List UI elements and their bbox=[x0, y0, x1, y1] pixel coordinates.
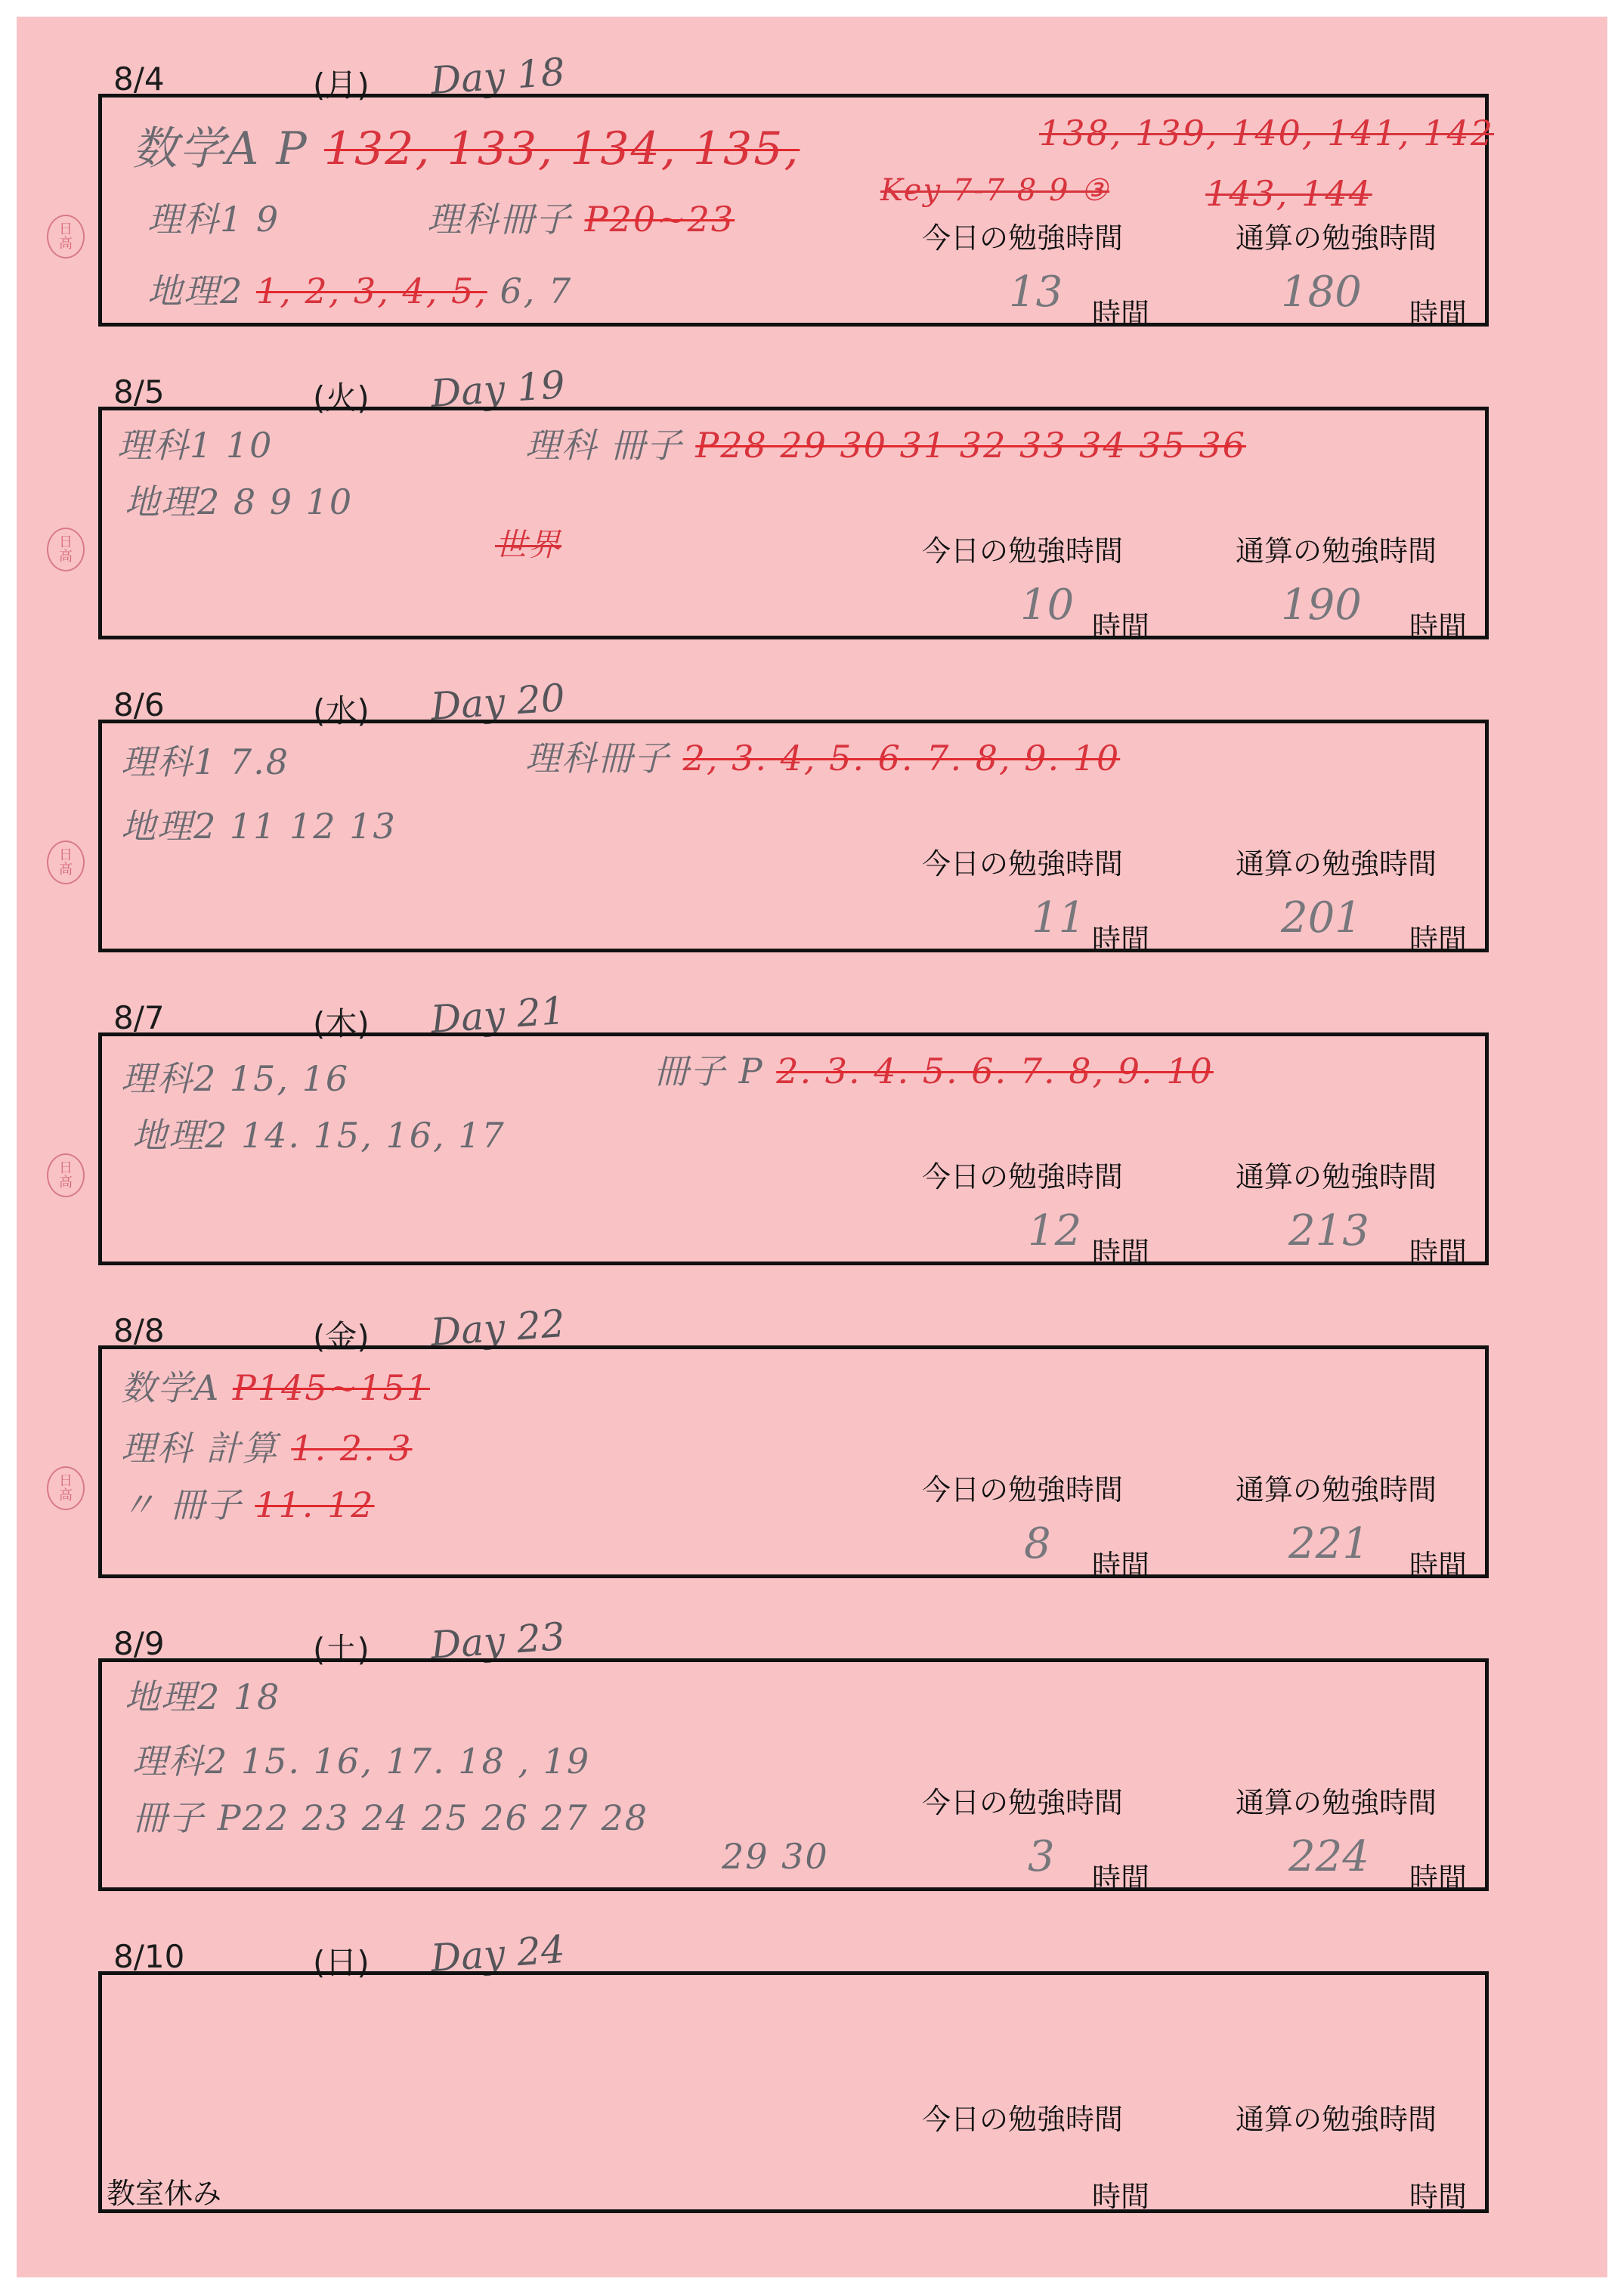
entry-weekday: (木) bbox=[313, 1005, 370, 1042]
note-text: 理科2 15, 16 bbox=[121, 1058, 350, 1099]
note-text: 数学A bbox=[121, 1367, 221, 1408]
hours-unit: 時間 bbox=[1409, 1862, 1468, 1895]
note-line bbox=[121, 1361, 430, 1410]
note-line bbox=[121, 1478, 375, 1528]
note-text: 冊子 P bbox=[654, 1051, 764, 1091]
entry-date: 8/10 bbox=[113, 1938, 185, 1975]
total-hours-label: 通算の勉強時間 bbox=[1236, 2103, 1437, 2136]
note-text: 理科2 15. 16, 17. 18 , 19 bbox=[132, 1741, 591, 1782]
today-hours-label: 今日の勉強時間 bbox=[922, 1160, 1124, 1193]
note-struck-text: 138, 139, 140, 141, 142 bbox=[1039, 113, 1494, 153]
school-stamp bbox=[47, 841, 85, 884]
today-hours-label: 今日の勉強時間 bbox=[922, 2103, 1124, 2136]
note-text: 冊子 P22 23 24 25 26 27 28 bbox=[132, 1797, 649, 1838]
school-stamp bbox=[47, 1153, 85, 1197]
today-hours-value: 13 bbox=[1009, 268, 1063, 317]
note-line bbox=[121, 1421, 413, 1471]
note-text: 地理2 bbox=[147, 271, 244, 311]
note-text: 地理2 11 12 13 bbox=[121, 806, 397, 847]
today-hours-value: 3 bbox=[1028, 1832, 1055, 1881]
stamp-char: 日 bbox=[59, 1473, 73, 1489]
note-struck-text: P20~23 bbox=[584, 199, 735, 240]
note-text: 理科 計算 bbox=[121, 1428, 279, 1469]
hours-unit: 時間 bbox=[1092, 923, 1150, 956]
note-text: 数学A P bbox=[132, 122, 308, 175]
hours-unit: 時間 bbox=[1409, 923, 1468, 956]
stamp-char: 高 bbox=[59, 1488, 73, 1503]
entry-date: 8/6 bbox=[113, 686, 165, 723]
note-text: 地理2 18 bbox=[125, 1676, 281, 1717]
today-hours-label: 今日の勉強時間 bbox=[922, 847, 1124, 881]
stamp-char: 日 bbox=[59, 534, 73, 550]
total-hours-value: 221 bbox=[1288, 1519, 1369, 1568]
note-struck-text: 1. 2. 3 bbox=[291, 1428, 413, 1469]
entry-weekday: (土) bbox=[313, 1631, 370, 1668]
entry-8-10 bbox=[17, 1927, 1607, 2234]
entry-box bbox=[98, 94, 1494, 330]
hours-unit: 時間 bbox=[1409, 1549, 1468, 1582]
note-struck-text: 143, 144 bbox=[1205, 173, 1372, 214]
note-struck-text: 1, 2, 3, 4, 5, bbox=[255, 271, 487, 311]
entry-box bbox=[98, 1658, 1489, 1895]
entry-date: 8/4 bbox=[113, 60, 165, 98]
note-text: 理科 冊子 bbox=[525, 425, 683, 466]
note-line bbox=[132, 113, 800, 178]
total-hours-label: 通算の勉強時間 bbox=[1236, 1160, 1437, 1193]
study-log-sheet bbox=[17, 17, 1607, 2277]
hours-unit: 時間 bbox=[1092, 610, 1150, 643]
note-text: 理科冊子 bbox=[525, 738, 670, 779]
entry-date: 8/7 bbox=[113, 999, 165, 1036]
day-counter: Day 19 bbox=[429, 362, 567, 416]
note-struck-text: 11. 12 bbox=[255, 1484, 375, 1525]
entry-date: 8/9 bbox=[113, 1625, 165, 1662]
note-line bbox=[427, 192, 735, 242]
total-hours-label: 通算の勉強時間 bbox=[1236, 847, 1437, 881]
day-counter: Day 23 bbox=[429, 1614, 567, 1668]
closed-note: 教室休み bbox=[107, 2177, 222, 2210]
note-struck-text: P145~151 bbox=[232, 1367, 430, 1408]
today-hours-value: 10 bbox=[1020, 580, 1075, 630]
today-hours-label: 今日の勉強時間 bbox=[922, 221, 1124, 255]
total-hours-value: 224 bbox=[1288, 1832, 1369, 1881]
total-hours-value: 201 bbox=[1281, 893, 1362, 943]
entry-8-9 bbox=[17, 1614, 1607, 1906]
hours-unit: 時間 bbox=[1092, 1236, 1150, 1269]
note-struck-text: 132, 133, 134, 135, bbox=[323, 122, 800, 175]
entry-8-8 bbox=[17, 1301, 1607, 1593]
entry-box bbox=[98, 720, 1489, 956]
school-stamp bbox=[47, 215, 85, 259]
total-hours-label: 通算の勉強時間 bbox=[1236, 1473, 1437, 1506]
note-line bbox=[147, 264, 572, 314]
hours-unit: 時間 bbox=[1409, 297, 1468, 330]
hours-unit: 時間 bbox=[1092, 1862, 1150, 1895]
hours-unit: 時間 bbox=[1409, 1236, 1468, 1269]
entry-weekday: (日) bbox=[313, 1944, 370, 1981]
note-text: 地理2 8 9 10 bbox=[125, 481, 354, 522]
day-counter: Day 22 bbox=[429, 1301, 567, 1355]
stamp-char: 高 bbox=[59, 1175, 73, 1190]
total-hours-value: 213 bbox=[1288, 1206, 1369, 1255]
stamp-char: 日 bbox=[59, 221, 73, 237]
entry-8-7 bbox=[17, 988, 1607, 1280]
note-struck-text: P28 29 30 31 32 33 34 35 36 bbox=[695, 425, 1246, 466]
note-struck-text: 2. 3. 4. 5. 6. 7. 8, 9. 10 bbox=[776, 1051, 1214, 1091]
total-hours-value: 190 bbox=[1281, 580, 1362, 630]
entry-box bbox=[98, 1032, 1489, 1269]
entry-weekday: (金) bbox=[313, 1318, 370, 1355]
today-hours-label: 今日の勉強時間 bbox=[922, 1786, 1124, 1819]
note-line bbox=[654, 1044, 1214, 1094]
entry-weekday: (月) bbox=[313, 67, 370, 104]
stamp-char: 高 bbox=[59, 236, 73, 252]
stamp-char: 日 bbox=[59, 847, 73, 863]
hours-unit: 時間 bbox=[1409, 2180, 1468, 2213]
day-counter: Day 21 bbox=[429, 988, 567, 1042]
entry-date: 8/5 bbox=[113, 373, 165, 410]
total-hours-label: 通算の勉強時間 bbox=[1236, 221, 1437, 255]
note-text: 理科冊子 bbox=[427, 199, 572, 240]
entry-date: 8/8 bbox=[113, 1312, 165, 1349]
entry-box bbox=[98, 1971, 1489, 2213]
today-hours-label: 今日の勉強時間 bbox=[922, 534, 1124, 568]
today-hours-label: 今日の勉強時間 bbox=[922, 1473, 1124, 1506]
entry-weekday: (火) bbox=[313, 379, 370, 416]
today-hours-value: 8 bbox=[1024, 1519, 1051, 1568]
note-struck-text: Key 7-7 8 9 ③ bbox=[880, 173, 1110, 208]
entry-box bbox=[98, 1345, 1489, 1582]
note-text: 理科1 10 bbox=[117, 425, 274, 466]
stamp-char: 日 bbox=[59, 1160, 73, 1176]
school-stamp bbox=[47, 528, 85, 571]
hours-unit: 時間 bbox=[1092, 297, 1150, 330]
today-hours-value: 12 bbox=[1028, 1206, 1082, 1255]
entry-box bbox=[98, 407, 1489, 643]
note-struck-text: 世界 bbox=[495, 526, 562, 563]
stamp-char: 高 bbox=[59, 549, 73, 565]
total-hours-label: 通算の勉強時間 bbox=[1236, 1786, 1437, 1819]
entry-8-6 bbox=[17, 675, 1607, 967]
day-counter: Day 18 bbox=[429, 49, 567, 104]
today-hours-value: 11 bbox=[1032, 893, 1086, 943]
entry-weekday: (水) bbox=[313, 692, 370, 729]
hours-unit: 時間 bbox=[1409, 610, 1468, 643]
note-text: 理科1 7.8 bbox=[121, 741, 290, 782]
entry-8-4 bbox=[17, 49, 1607, 342]
school-stamp bbox=[47, 1466, 85, 1510]
hours-unit: 時間 bbox=[1092, 2180, 1150, 2213]
note-line bbox=[525, 418, 1246, 468]
note-text: 〃 冊子 bbox=[121, 1484, 243, 1525]
day-counter: Day 24 bbox=[429, 1927, 567, 1981]
note-text: 6, 7 bbox=[500, 271, 573, 311]
stamp-char: 高 bbox=[59, 862, 73, 878]
day-counter: Day 20 bbox=[429, 675, 567, 729]
note-text: 理科1 9 bbox=[147, 199, 280, 240]
entry-8-5 bbox=[17, 362, 1607, 655]
total-hours-label: 通算の勉強時間 bbox=[1236, 534, 1437, 568]
note-struck-text: 2, 3. 4, 5. 6. 7. 8, 9. 10 bbox=[682, 738, 1121, 779]
note-text: 29 30 bbox=[722, 1836, 829, 1877]
note-line bbox=[525, 731, 1120, 781]
hours-unit: 時間 bbox=[1092, 1549, 1150, 1582]
note-text: 地理2 14. 15, 16, 17 bbox=[132, 1115, 506, 1156]
total-hours-value: 180 bbox=[1281, 268, 1362, 317]
